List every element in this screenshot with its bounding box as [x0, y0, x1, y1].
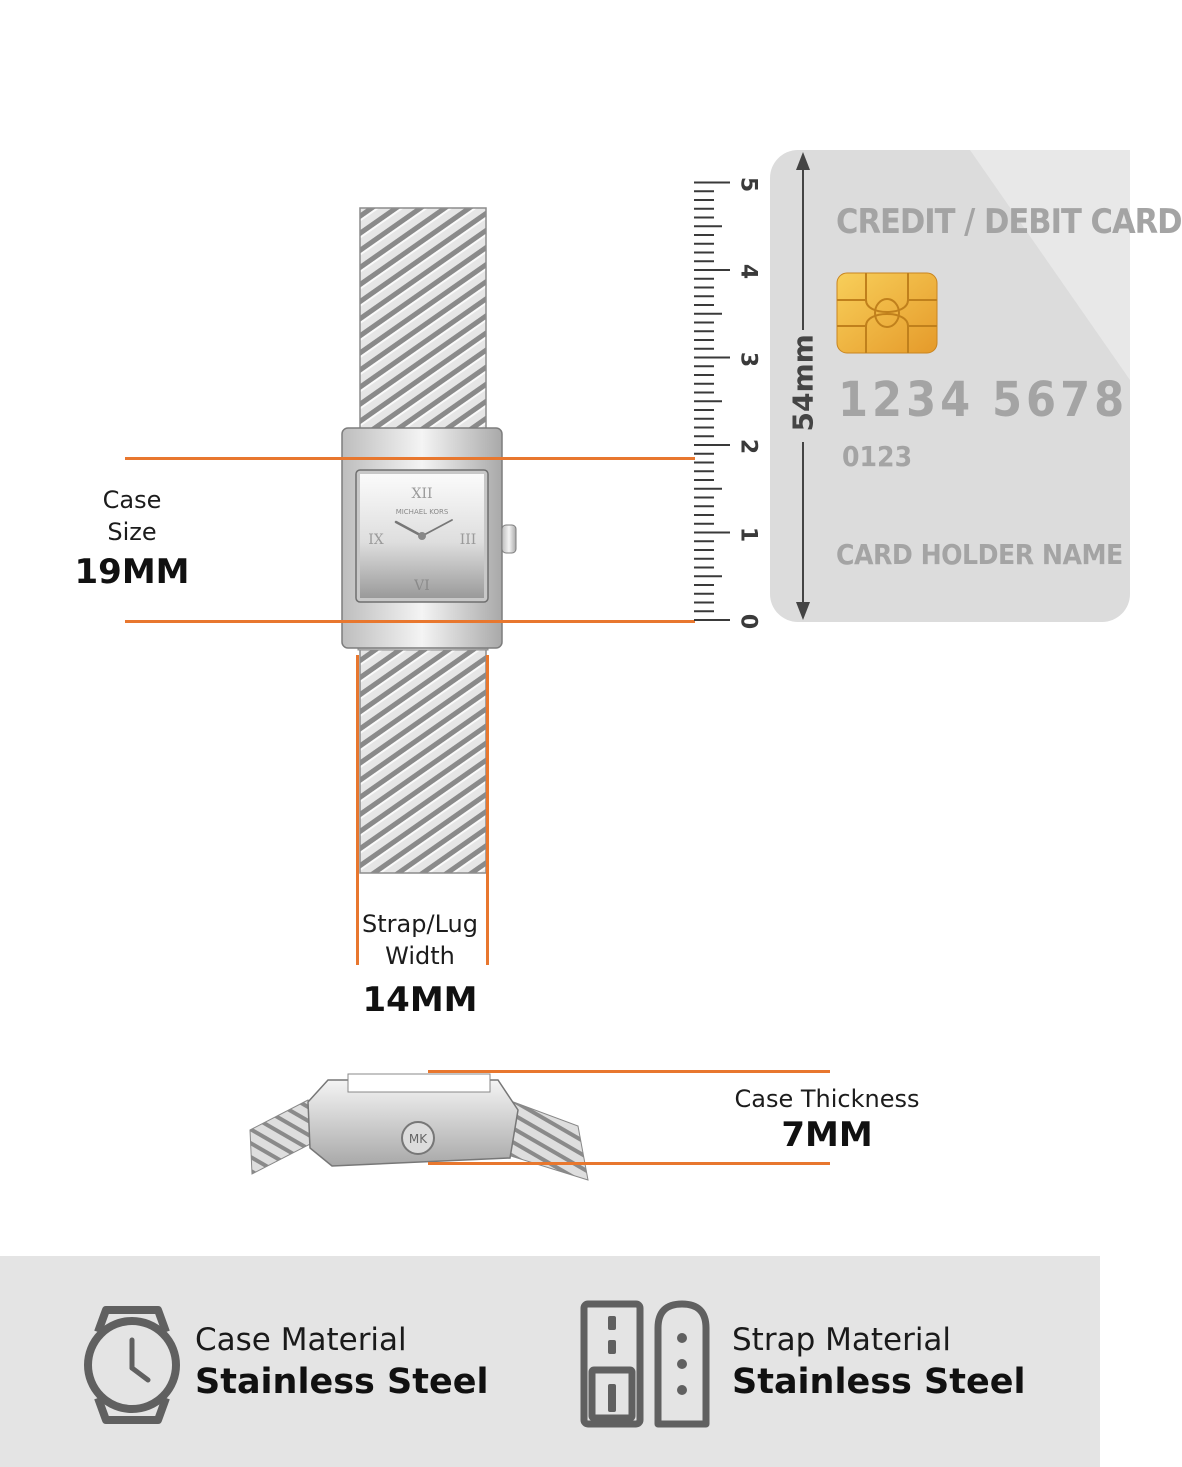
case-size-value: 19MM [74, 552, 190, 592]
ruler-tick-label: 0 [735, 613, 761, 630]
watch-front-illustration [330, 200, 530, 880]
ruler-tick-label: 3 [735, 351, 761, 368]
case-material-value: Stainless Steel [195, 1362, 489, 1402]
strap-width-label [345, 908, 495, 1020]
strap-width-value: 14MM [362, 980, 478, 1020]
case-size-label-line1: Case [102, 486, 162, 514]
watch-case-icon [80, 1304, 184, 1426]
credit-card-illustration [770, 150, 1182, 622]
svg-text:VI: VI [414, 578, 430, 594]
case-size-line-bottom [125, 620, 695, 623]
ruler-tick-label: 4 [735, 263, 761, 280]
card-height-label: 54mm [786, 334, 820, 432]
ruler-tick-label: 5 [735, 176, 761, 193]
card-title: CREDIT / DEBIT CARD [836, 202, 1182, 242]
svg-text:XII: XII [411, 486, 433, 502]
strap-material-block [732, 1322, 1025, 1402]
case-thickness-value: 7MM [781, 1115, 873, 1155]
thickness-line-bottom [428, 1162, 830, 1165]
materials-band [0, 1256, 1100, 1467]
case-size-line-top [125, 457, 695, 460]
case-thickness-label-text: Case Thickness [734, 1085, 920, 1113]
thickness-line-top [428, 1070, 830, 1073]
ruler-tick-labels [736, 150, 766, 630]
watch-side-illustration [248, 1070, 593, 1182]
svg-text:III: III [459, 532, 477, 548]
case-size-label [62, 484, 202, 592]
card-number-group2: 5678 [992, 372, 1129, 428]
crown-logo: MK [408, 1132, 428, 1146]
svg-text:IX: IX [368, 532, 384, 548]
strap-width-label-line1: Strap/Lug [362, 910, 478, 938]
ruler-tick-label: 1 [735, 526, 761, 543]
case-size-label-line2: Size [107, 518, 157, 546]
ruler-tick-label: 2 [735, 438, 761, 455]
case-material-label: Case Material [195, 1322, 407, 1358]
case-thickness-label [720, 1083, 934, 1155]
card-expiry: 0123 [842, 440, 913, 473]
strap-material-label: Strap Material [732, 1322, 952, 1358]
strap-width-label-line2: Width [385, 942, 455, 970]
watch-brand-label: MICHAEL KORS [395, 508, 449, 516]
card-holder-name: CARD HOLDER NAME [836, 538, 1123, 571]
card-number-group1: 1234 [838, 372, 975, 428]
strap-material-value: Stainless Steel [732, 1362, 1026, 1402]
strap-icon [578, 1298, 718, 1430]
card-chip-icon [836, 272, 938, 354]
case-material-block [195, 1322, 488, 1402]
